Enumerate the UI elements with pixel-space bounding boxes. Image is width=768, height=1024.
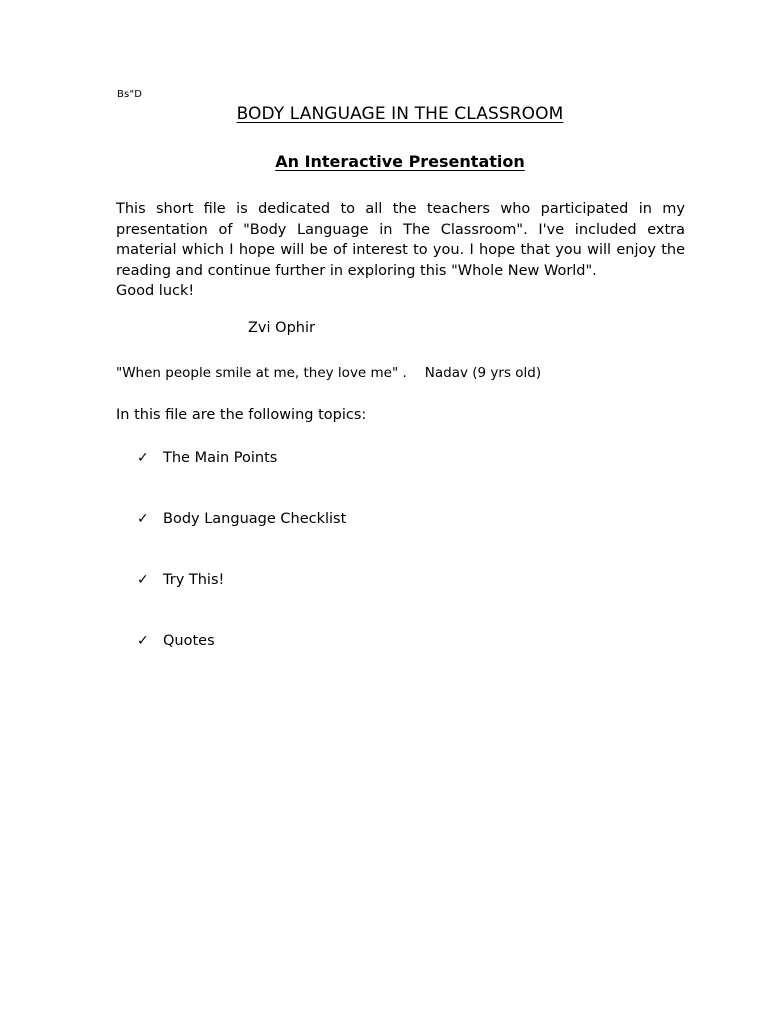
document-title: BODY LANGUAGE IN THE CLASSROOM	[236, 104, 564, 124]
quote	[116, 365, 541, 381]
topic-list	[137, 448, 346, 692]
list-item	[137, 448, 346, 468]
header-mark: Bs"D	[117, 89, 143, 100]
intro-line: presentation of "Body Language in The Classroom". I've included extra	[116, 221, 685, 238]
topic-label: Quotes	[163, 633, 215, 649]
intro-closing: Good luck!	[116, 283, 195, 299]
quote-attribution: Nadav (9 yrs old)	[424, 365, 542, 381]
list-item	[137, 631, 346, 651]
topic-label: The Main Points	[163, 450, 278, 466]
topic-label: Body Language Checklist	[163, 511, 347, 527]
check-icon: ✓	[137, 572, 149, 588]
check-icon: ✓	[137, 633, 149, 649]
intro-paragraph	[116, 199, 685, 302]
author-signature: Zvi Ophir	[248, 320, 315, 336]
intro-line: This short file is dedicated to all the teachers who participated in my	[116, 201, 685, 217]
topic-label: Try This!	[163, 572, 225, 588]
check-icon: ✓	[137, 450, 149, 466]
list-item	[137, 570, 346, 590]
intro-line: material which I hope will be of interest to you. I hope that you will enjoy the	[116, 242, 685, 258]
topics-intro: In this file are the following topics:	[116, 407, 367, 423]
list-item	[137, 509, 346, 529]
intro-line: reading and continue further in exploring this "Whole New World".	[116, 262, 597, 279]
document-subtitle: An Interactive Presentation	[275, 152, 525, 171]
quote-text: "When people smile at me, they love me" .	[116, 365, 407, 381]
check-icon: ✓	[137, 511, 149, 527]
